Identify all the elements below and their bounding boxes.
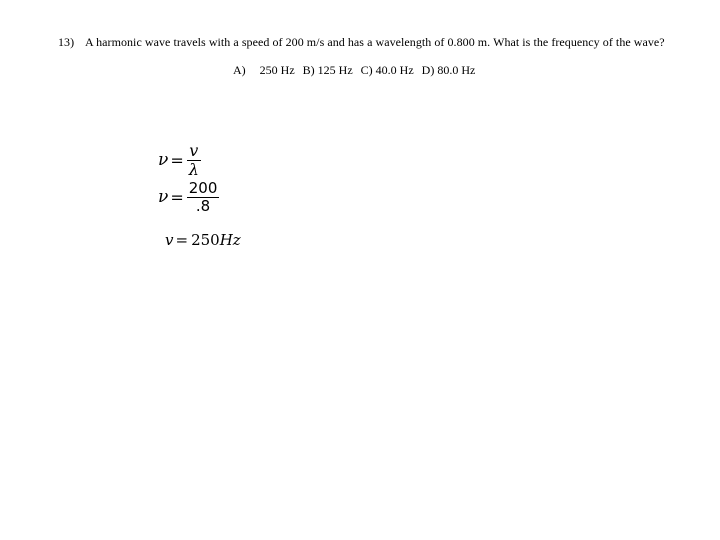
answer-choices — [233, 63, 475, 78]
fraction-denominator: .8 — [195, 197, 211, 215]
equals-sign: = — [170, 187, 184, 207]
fraction — [187, 143, 201, 178]
choice-a-value: 250 Hz — [259, 63, 295, 77]
fraction-numerator: 200 — [188, 179, 218, 197]
result-number: 250 — [191, 231, 220, 249]
choice-d-value: 80.0 Hz — [437, 63, 476, 77]
choice-d-label: D) — [421, 63, 435, 77]
equation-step-3 — [165, 231, 241, 249]
velocity-symbol: v — [165, 230, 174, 249]
equation-step-2 — [158, 181, 219, 214]
equals-sign: = — [170, 150, 184, 170]
fraction-denominator: λ — [188, 160, 199, 179]
question-number: 13) — [58, 35, 75, 49]
question — [58, 35, 665, 50]
equation-step-1 — [158, 143, 201, 178]
question-text: A harmonic wave travels with a speed of 200 m/s and has a wavelength of 0.800 m. What is the frequency of the wave? — [85, 35, 665, 49]
choice-c-label: C) — [360, 63, 373, 77]
fraction-numerator: v — [189, 141, 199, 160]
equals-sign: = — [175, 230, 189, 249]
choice-b-label: B) — [302, 63, 315, 77]
frequency-symbol: ν — [158, 150, 169, 170]
result-unit: Hz — [219, 231, 241, 249]
choice-a-label: A) — [233, 63, 246, 77]
choice-b-value: 125 Hz — [317, 63, 353, 77]
result-value — [191, 231, 241, 249]
choice-c-value: 40.0 Hz — [375, 63, 414, 77]
frequency-symbol: ν — [158, 187, 169, 207]
fraction — [187, 181, 220, 214]
